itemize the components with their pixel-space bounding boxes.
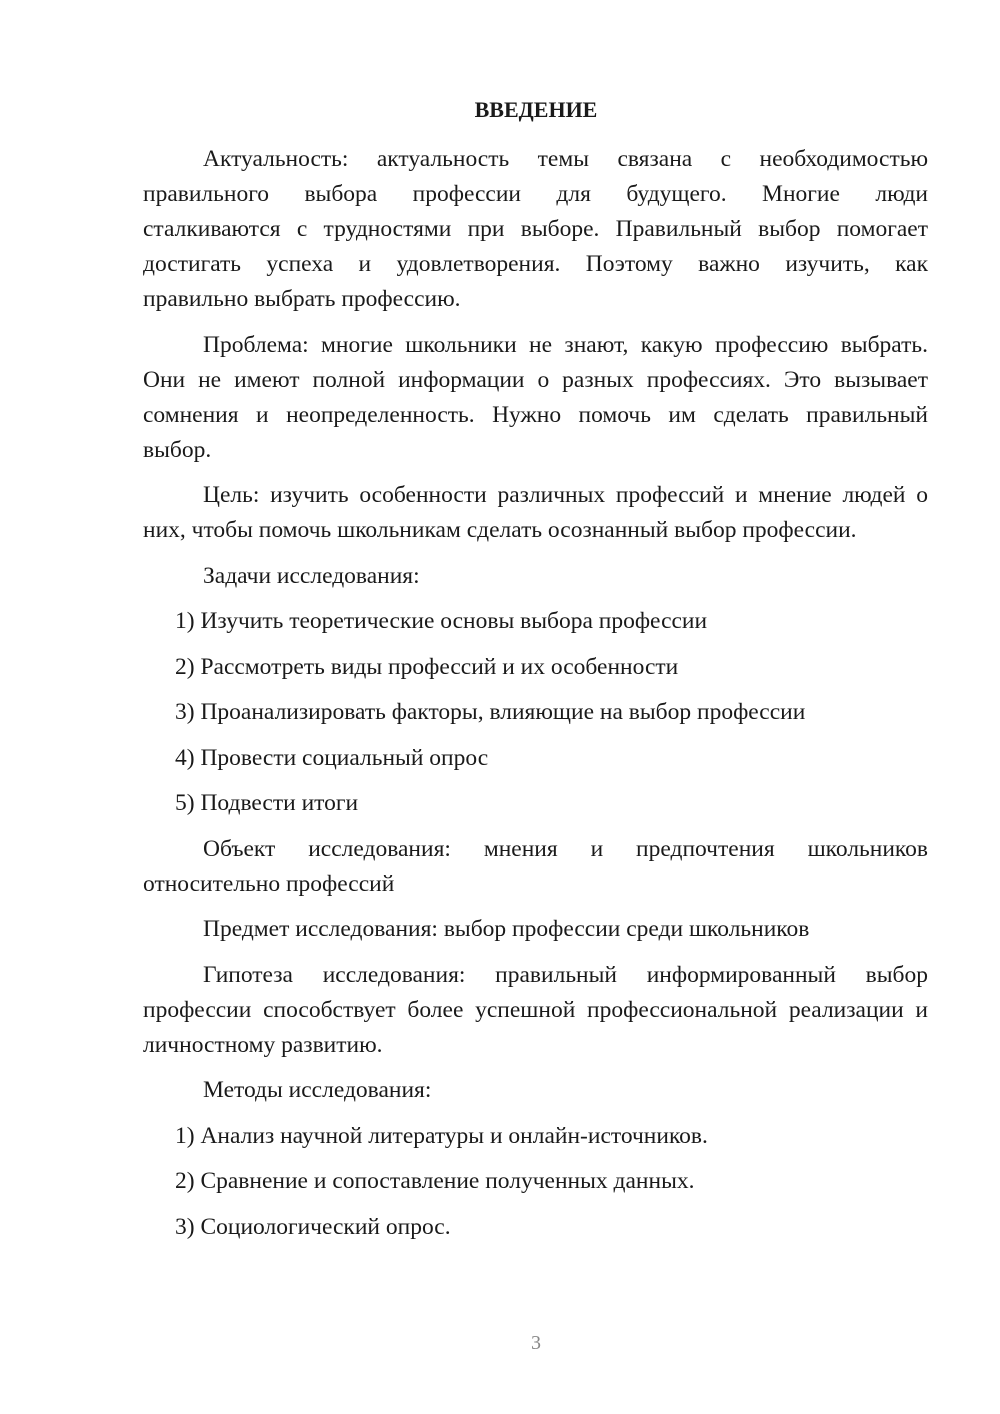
- text-line: Предмет исследования: выбор профессии среди школьников: [203, 916, 810, 942]
- text-line: достигать успеха и удовлетворения. Поэтому важно изучить, как: [143, 251, 928, 277]
- relevance-paragraph: [143, 142, 928, 317]
- methods-list: [143, 1119, 928, 1245]
- text-line: них, чтобы помочь школьникам сделать осознанный выбор профессии.: [143, 517, 857, 543]
- document-body: [143, 142, 928, 1255]
- list-item: 1) Изучить теоретические основы выбора профессии: [175, 608, 708, 634]
- list-item: 4) Провести социальный опрос: [175, 744, 489, 771]
- methods-heading: [143, 1073, 928, 1108]
- text-line: Гипотеза исследования: правильный информированный выбор: [203, 961, 928, 988]
- text-line: сомнения и неопределенность. Нужно помочь им сделать правильный: [143, 401, 928, 428]
- text-line: Задачи исследования:: [203, 562, 420, 589]
- page-number: 3: [531, 1332, 541, 1354]
- text-line: относительно профессий: [143, 870, 395, 897]
- text-line: личностному развитию.: [143, 1031, 383, 1058]
- hypothesis-paragraph: [143, 958, 928, 1063]
- object-paragraph: [143, 832, 928, 902]
- list-item: 3) Проанализировать факторы, влияющие на выбор профессии: [175, 699, 806, 725]
- list-item: 5) Подвести итоги: [175, 790, 359, 816]
- list-item: 3) Социологический опрос.: [175, 1213, 451, 1240]
- list-item: 1) Анализ научной литературы и онлайн-источников.: [175, 1122, 708, 1149]
- subject-paragraph: [143, 912, 928, 947]
- text-line: выбор.: [143, 436, 212, 463]
- goal-paragraph: [143, 478, 928, 548]
- text-line: профессии способствует более успешной профессиональной реализации и: [143, 996, 928, 1023]
- text-line: правильно выбрать профессию.: [143, 286, 461, 312]
- problem-paragraph: [143, 328, 928, 468]
- text-line: правильного выбора профессии для будущего. Многие люди: [143, 181, 928, 207]
- text-line: Цель: изучить особенности различных профессий и мнение людей о: [203, 482, 928, 508]
- list-item: 2) Рассмотреть виды профессий и их особенности: [175, 653, 679, 680]
- text-line: Они не имеют полной информации о разных профессиях. Это вызывает: [143, 366, 928, 393]
- text-line: Объект исследования: мнения и предпочтения школьников: [203, 835, 928, 862]
- text-line: Методы исследования:: [203, 1077, 432, 1103]
- text-line: сталкиваются с трудностями при выборе. Правильный выбор помогает: [143, 216, 928, 242]
- list-item: 2) Сравнение и сопоставление полученных данных.: [175, 1168, 695, 1194]
- text-line: Проблема: многие школьники не знают, какую профессию выбрать.: [203, 331, 928, 358]
- tasks-list: [143, 604, 928, 821]
- page-title: ВВЕДЕНИЕ: [474, 97, 598, 122]
- text-line: Актуальность: актуальность темы связана с необходимостью: [203, 146, 928, 172]
- tasks-heading: [143, 559, 928, 594]
